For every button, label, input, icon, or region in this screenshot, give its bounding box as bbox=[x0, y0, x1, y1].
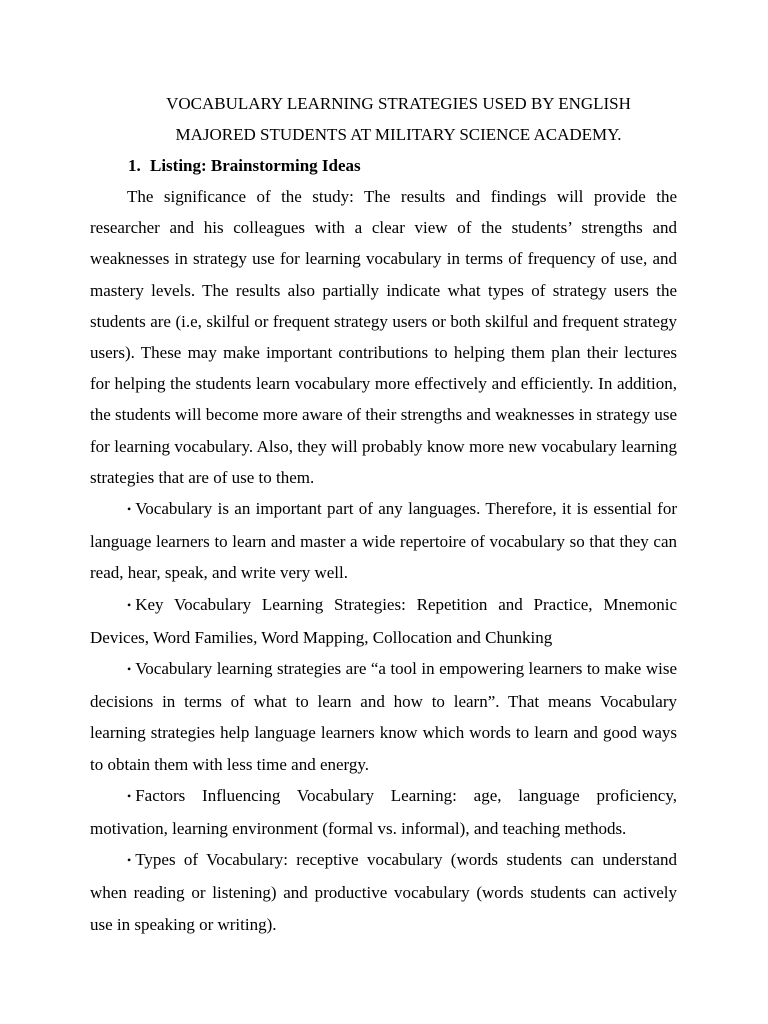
bullet-text: Vocabulary learning strategies are “a tool in empowering learners to make wise decisions in terms of what to learn and how to learn”. That means Vocabulary learning strategies help language learners know which words to learn and good ways to obtain them with less time and energy. bbox=[90, 659, 677, 774]
bullet-paragraph bbox=[90, 493, 677, 589]
bullet-paragraph bbox=[90, 844, 677, 940]
bullet-icon: • bbox=[127, 853, 132, 868]
title-line-1: VOCABULARY LEARNING STRATEGIES USED BY ENGLISH bbox=[166, 94, 631, 113]
bullet-text: Vocabulary is an important part of any languages. Therefore, it is essential for language learners to learn and master a wide repertoire of vocabulary so that they can read, hear, speak, and write very well. bbox=[90, 499, 677, 583]
section-heading-text: Listing: Brainstorming Ideas bbox=[150, 156, 361, 175]
document-body bbox=[90, 88, 677, 940]
bullet-paragraph bbox=[90, 780, 677, 844]
bullet-paragraph bbox=[90, 653, 677, 780]
section-heading bbox=[90, 150, 677, 181]
bullet-text: Factors Influencing Vocabulary Learning: age, language proficiency, motivation, learning environment (formal vs. informal), and teaching methods. bbox=[90, 785, 677, 839]
section-number: 1. bbox=[128, 156, 141, 175]
bullet-icon: • bbox=[127, 662, 132, 677]
title-line-2: MAJORED STUDENTS AT MILITARY SCIENCE ACADEMY. bbox=[175, 125, 622, 144]
bullet-paragraph bbox=[90, 589, 677, 653]
bullet-icon: • bbox=[127, 788, 132, 803]
intro-paragraph: The significance of the study: The results and findings will provide the researcher and his colleagues with a clear view of the students’ strengths and weaknesses in strategy use for learning vocabulary in terms of frequency of use, and mastery levels. The results also partially indicate what types of strategy users the students are (i.e, skilful or frequent strategy users or both skilful and frequent strategy users). These may make important contributions to helping them plan their lectures for helping the students learn vocabulary more effectively and efficiently. In addition, the students will become more aware of their strengths and weaknesses in strategy use for learning vocabulary. Also, they will probably know more new vocabulary learning strategies that are of use to them. bbox=[90, 187, 677, 487]
bullet-text: Key Vocabulary Learning Strategies: Repetition and Practice, Mnemonic Devices, Word Families, Word Mapping, Collocation and Chunking bbox=[90, 594, 677, 647]
bullet-text: Types of Vocabulary: receptive vocabulary (words students can understand when reading or listening) and productive vocabulary (words students can actively use in speaking or writing). bbox=[90, 850, 677, 934]
bullet-icon: • bbox=[127, 597, 132, 612]
bullet-icon: • bbox=[127, 502, 132, 517]
